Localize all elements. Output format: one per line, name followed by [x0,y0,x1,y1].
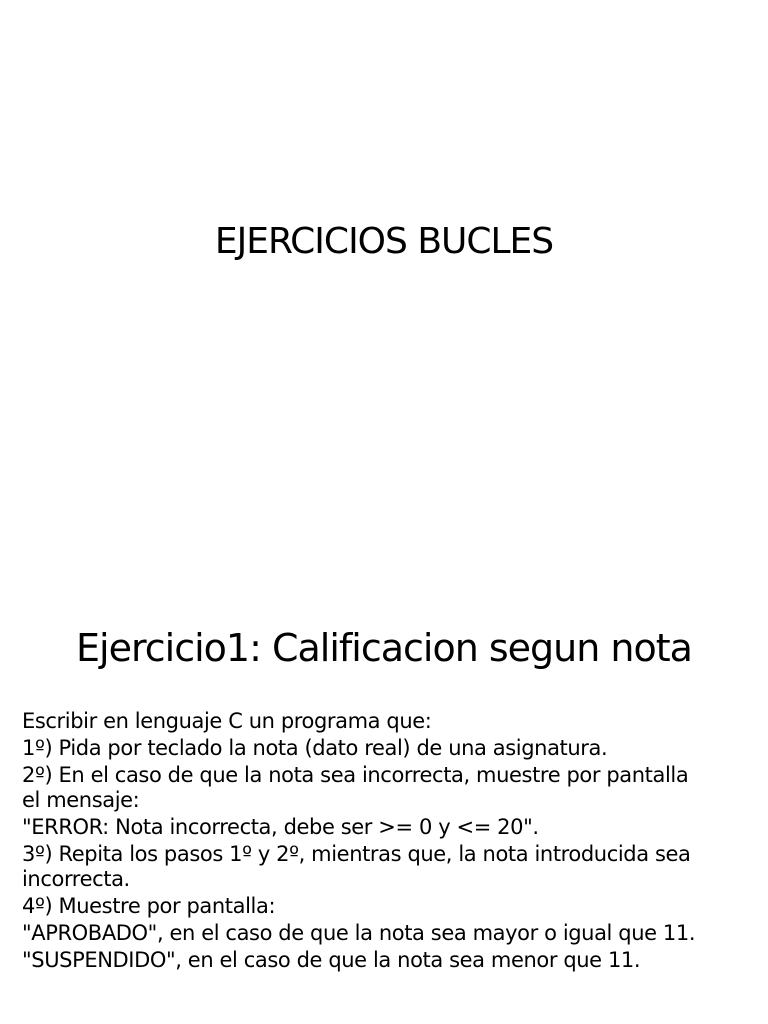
step-3-paragraph: 3º) Repita los pasos 1º y 2º, mientras que, la nota introducida sea incorrecta. [22,842,691,891]
exercise-title: Ejercicio1: Calificacion segun nota [76,626,692,670]
suspendido-paragraph: "SUSPENDIDO", en el caso de que la nota sea menor que 11. [22,948,641,972]
step-2-paragraph: 2º) En el caso de que la nota sea incorrecta, muestre por pantalla el mensaje: [22,763,689,812]
slide-exercise-1 [0,576,768,1024]
exercise-body [22,709,712,975]
step-4-paragraph: 4º) Muestre por pantalla: [22,894,276,918]
error-message-paragraph: "ERROR: Nota incorrecta, debe ser >= 0 y <= 20". [22,815,539,839]
presentation-title: EJERCICIOS BUCLES [214,221,554,262]
aprobado-paragraph: "APROBADO", en el caso de que la nota sea mayor o igual que 11. [22,921,696,945]
intro-paragraph: Escribir en lenguaje C un programa que: [22,709,432,733]
step-1-paragraph: 1º) Pida por teclado la nota (dato real) de una asignatura. [22,736,608,760]
